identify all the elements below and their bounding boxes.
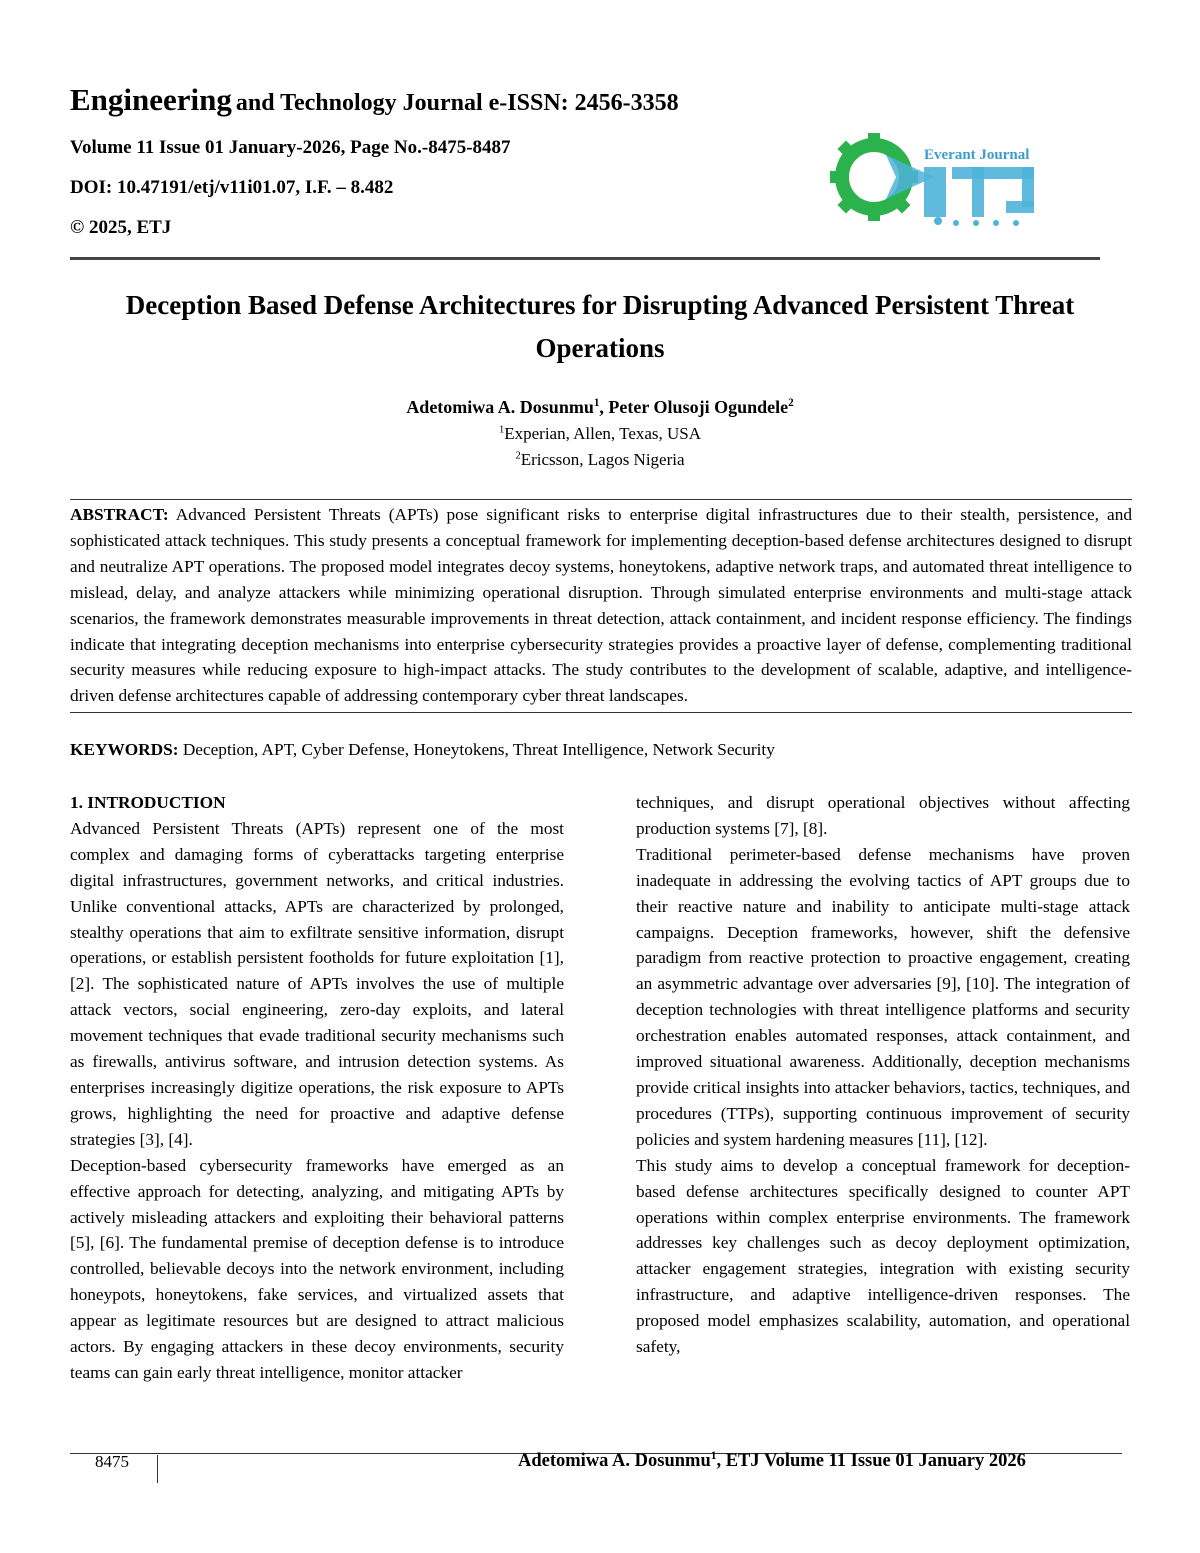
paper-title: Deception Based Defense Architectures for Disrupting Advanced Persistent Threat Operations bbox=[125, 290, 1075, 363]
author-separator: , bbox=[599, 397, 609, 417]
footer-author-sup: 1 bbox=[710, 1449, 717, 1462]
doi-line: DOI: 10.47191/etj/v11i01.07, I.F. – 8.482 bbox=[70, 177, 394, 198]
affiliation-1-text: Experian, Allen, Texas, USA bbox=[504, 424, 702, 443]
journal-logo bbox=[826, 125, 1048, 235]
footer-author: Adetomiwa A. Dosunmu bbox=[518, 1451, 711, 1471]
volume-line: Volume 11 Issue 01 January-2026, Page No.-8475-8487 bbox=[70, 137, 511, 158]
affiliation-1 bbox=[0, 424, 1200, 444]
body-paragraph: This study aims to develop a conceptual framework for deception-based defense architectures specifically designed to counter APT operations within complex enterprise environments. The framework addresses key challenges such as decoy deployment optimization, attacker engagement strategies, integration with existing security infrastructure, and adaptive intelligence-driven responses. The proposed model emphasizes scalability, automation, and operational safety, bbox=[636, 1155, 1130, 1357]
author-1: Adetomiwa A. Dosunmu bbox=[406, 397, 594, 417]
page-number: 8475 bbox=[95, 1452, 129, 1471]
journal-title bbox=[70, 82, 679, 118]
affiliation-2 bbox=[0, 450, 1200, 470]
body-paragraph: Traditional perimeter-based defense mechanisms have proven inadequate in addressing the evolving tactics of APT groups due to their reactive nature and inability to anticipate multi-stage attack campaigns. Deception frameworks, however, shift the defensive paradigm from reactive protection to proactive engagement, creating an asymmetric advantage over adversaries [9], [10]. The integration of deception technologies with threat intelligence platforms and security orchestration enables automated responses, attack containment, and improved situational awareness. Additionally, deception mechanisms provide critical insights into attacker behaviors, tactics, techniques, and procedures (TTPs), supporting continuous improvement of security policies and system hardening measures [11], [12]. bbox=[636, 844, 1130, 1149]
copyright-line: © 2025, ETJ bbox=[70, 217, 172, 238]
section-heading-introduction: 1. INTRODUCTION bbox=[70, 793, 226, 812]
author-2-sup: 2 bbox=[788, 397, 794, 409]
journal-title-first: Engineering bbox=[70, 82, 232, 117]
keywords-label: KEYWORDS: bbox=[70, 740, 179, 759]
body-paragraph: techniques, and disrupt operational objectives without affecting production systems [7], [8]. bbox=[636, 793, 1130, 838]
logo-text-top: Everant Journal bbox=[924, 147, 1030, 163]
body-paragraph: Advanced Persistent Threats (APTs) represent one of the most complex and damaging forms of cyberattacks targeting enterprise digital infrastructures, government networks, and critical industries. Unlike conventional attacks, APTs are characterized by prolonged, stealthy operations that aim to exfiltrate sensitive information, disrupt operations, or establish persistent footholds for future exploitation [1], [2]. The sophisticated nature of APTs involves the use of multiple attack vectors, social engineering, zero-day exploits, and lateral movement techniques that evade traditional security mechanisms such as firewalls, antivirus software, and intrusion detection systems. As enterprises increasingly digitize operations, the risk exposure to APTs grows, highlighting the need for proactive and adaptive defense strategies [3], [4]. bbox=[70, 818, 564, 1149]
author-2: Peter Olusoji Ogundele bbox=[608, 397, 789, 417]
footer-citation-text: , ETJ Volume 11 Issue 01 January 2026 bbox=[716, 1451, 1026, 1471]
keywords-line bbox=[70, 740, 775, 760]
abstract-label: ABSTRACT: bbox=[70, 505, 169, 524]
abstract-block bbox=[70, 499, 1132, 713]
header-rule bbox=[70, 257, 1100, 260]
keywords-text: Deception, APT, Cyber Defense, Honeytokens, Threat Intelligence, Network Security bbox=[178, 740, 775, 759]
etj-logo-graphic bbox=[826, 125, 1048, 235]
author-line bbox=[0, 397, 1200, 418]
body-paragraph: Deception-based cybersecurity frameworks have emerged as an effective approach for detecting, analyzing, and mitigating APTs by actively misleading attackers and exploiting their behavioral patterns [5], [6]. The fundamental premise of deception defense is to introduce controlled, believable decoys into the network environment, including honeypots, honeytokens, fake services, and virtualized assets that appear as legitimate resources but are designed to attract malicious actors. By engaging attackers in these decoy environments, security teams can gain early threat intelligence, monitor attacker bbox=[70, 1155, 564, 1382]
author-1-sup: 1 bbox=[593, 397, 600, 409]
affiliation-2-sup: 2 bbox=[515, 450, 521, 462]
abstract-text: Advanced Persistent Threats (APTs) pose significant risks to enterprise digital infrastructures due to their stealth, persistence, and sophisticated attack techniques. This study presents a conceptual framework for implementing deception-based defense architectures designed to disrupt and neutralize APT operations. The proposed model integrates decoy systems, honeytokens, adaptive network traps, and automated threat intelligence to mislead, delay, and analyze attackers while minimizing operational disruption. Through simulated enterprise environments and multi-stage attack scenarios, the framework demonstrates measurable improvements in threat detection, attack containment, and incident response efficiency. The findings indicate that integrating deception mechanisms into enterprise cybersecurity strategies provides a proactive layer of defense, complementing traditional security measures while reducing exposure to high-impact attacks. The study contributes to the development of scalable, adaptive, and intelligence-driven defense architectures capable of addressing contemporary cyber threat landscapes. bbox=[70, 505, 1132, 706]
journal-title-rest: and Technology Journal e-ISSN: 2456-3358 bbox=[235, 90, 679, 116]
body-left-column bbox=[70, 790, 564, 1386]
affiliation-1-sup: 1 bbox=[498, 424, 505, 436]
body-right-column bbox=[636, 790, 1130, 1360]
affiliation-2-text: Ericsson, Lagos Nigeria bbox=[520, 450, 685, 469]
footer-citation bbox=[518, 1451, 1026, 1472]
footer-separator bbox=[157, 1455, 158, 1483]
